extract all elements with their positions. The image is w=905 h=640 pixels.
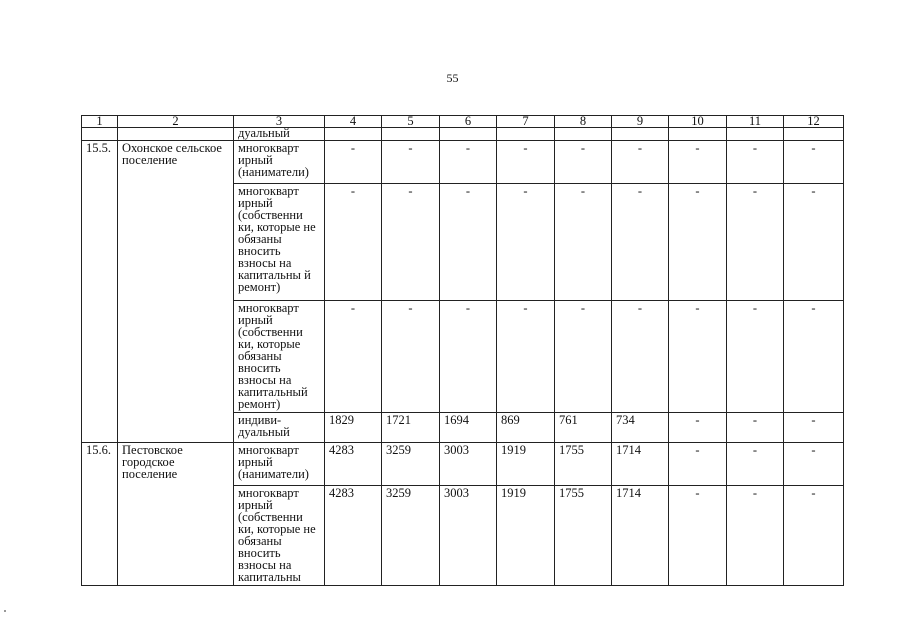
settlement-name: Пестовское городское поселение (118, 443, 234, 586)
value-cell: - (727, 443, 784, 486)
column-header: 8 (555, 116, 612, 128)
value-cell: - (555, 184, 612, 301)
value-cell: - (784, 301, 844, 413)
value-cell: 1919 (497, 443, 555, 486)
value-cell: 734 (612, 413, 669, 443)
column-header: 5 (382, 116, 440, 128)
value-cell: - (669, 443, 727, 486)
column-header: 1 (82, 116, 118, 128)
value-cell: 1721 (382, 413, 440, 443)
value-cell: - (440, 301, 497, 413)
value-cell: - (784, 486, 844, 586)
value-cell: 4283 (325, 486, 382, 586)
value-cell: - (382, 301, 440, 413)
column-header: 4 (325, 116, 382, 128)
value-cell: 1714 (612, 443, 669, 486)
value-cell: - (727, 413, 784, 443)
value-cell: - (497, 184, 555, 301)
value-cell: 3259 (382, 486, 440, 586)
value-cell: - (669, 184, 727, 301)
value-cell: - (497, 301, 555, 413)
value-cell: - (612, 141, 669, 184)
value-cell: - (612, 184, 669, 301)
value-cell: - (440, 184, 497, 301)
housing-type: многокварт ирный (наниматели) (234, 141, 325, 184)
value-cell: - (784, 141, 844, 184)
value-cell: - (555, 301, 612, 413)
page-number: 55 (446, 71, 459, 85)
tariff-table (81, 115, 844, 586)
value-cell: - (727, 184, 784, 301)
scan-speck (4, 610, 6, 612)
value-cell: 1755 (555, 486, 612, 586)
column-header: 11 (727, 116, 784, 128)
column-number-row (82, 116, 844, 128)
value-cell: - (784, 184, 844, 301)
table-body (82, 141, 844, 586)
value-cell: - (382, 184, 440, 301)
value-cell: - (669, 141, 727, 184)
continuation-row (82, 128, 844, 141)
value-cell: 3003 (440, 443, 497, 486)
value-cell: 761 (555, 413, 612, 443)
settlement-number: 15.6. (82, 443, 118, 586)
value-cell: - (382, 141, 440, 184)
table-row (82, 141, 844, 184)
housing-type: многокварт ирный (наниматели) (234, 443, 325, 486)
value-cell: - (669, 413, 727, 443)
housing-type: индиви- дуальный (234, 413, 325, 443)
value-cell: 1694 (440, 413, 497, 443)
value-cell: - (784, 443, 844, 486)
value-cell: - (325, 301, 382, 413)
housing-type: дуальный (234, 128, 325, 141)
column-header: 2 (118, 116, 234, 128)
column-header: 12 (784, 116, 844, 128)
value-cell: - (669, 486, 727, 586)
value-cell: 4283 (325, 443, 382, 486)
value-cell: 3259 (382, 443, 440, 486)
value-cell: - (497, 141, 555, 184)
settlement-number: 15.5. (82, 141, 118, 443)
column-header: 3 (234, 116, 325, 128)
housing-type: многокварт ирный (собственни ки, которые не обязаны вносить взносы на капитальны й ремонт) (234, 184, 325, 301)
value-cell: 1829 (325, 413, 382, 443)
table-row (82, 443, 844, 486)
value-cell: 3003 (440, 486, 497, 586)
column-header: 6 (440, 116, 497, 128)
value-cell: - (555, 141, 612, 184)
value-cell: - (669, 301, 727, 413)
value-cell: - (612, 301, 669, 413)
housing-type: многокварт ирный (собственни ки, которые обязаны вносить взносы на капитальный ремонт) (234, 301, 325, 413)
value-cell: - (325, 184, 382, 301)
column-header: 10 (669, 116, 727, 128)
value-cell: 869 (497, 413, 555, 443)
column-header: 9 (612, 116, 669, 128)
settlement-name: Охонское сельское поселение (118, 141, 234, 443)
housing-type: многокварт ирный (собственни ки, которые не обязаны вносить взносы на капитальны (234, 486, 325, 586)
value-cell: - (727, 486, 784, 586)
column-header: 7 (497, 116, 555, 128)
value-cell: - (784, 413, 844, 443)
value-cell: 1755 (555, 443, 612, 486)
value-cell: - (727, 141, 784, 184)
value-cell: - (325, 141, 382, 184)
value-cell: 1714 (612, 486, 669, 586)
value-cell: 1919 (497, 486, 555, 586)
value-cell: - (440, 141, 497, 184)
value-cell: - (727, 301, 784, 413)
